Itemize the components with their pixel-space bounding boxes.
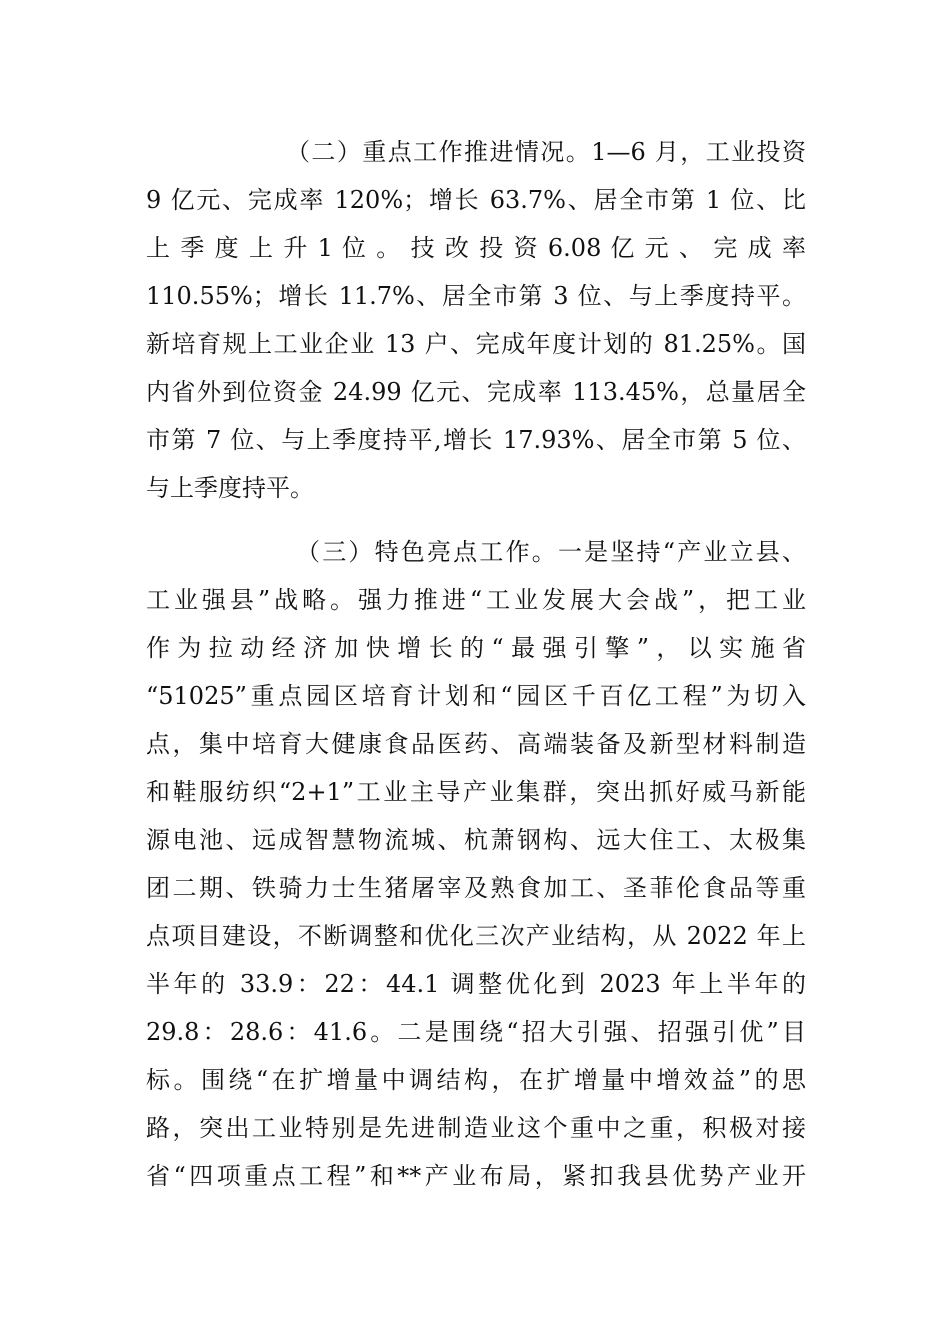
text-line: 上 季 度 上 升 1 位 。 技 改 投 资 6.08 亿 元 、 完 成 率 (146, 234, 806, 262)
text-line: 团二期、铁骑力士生猪屠宰及熟食加工、圣菲伦食品等重 (146, 874, 806, 902)
text-line: 点项目建设，不断调整和优化三次产业结构，从 2022 年上 (146, 922, 806, 950)
text-line: 新培育规上工业企业 13 户、完成年度计划的 81.25%。国 (146, 330, 806, 358)
text-line: 9 亿元、完成率 120%；增长 63.7%、居全市第 1 位、比 (146, 186, 806, 214)
text-line: 市第 7 位、与上季度持平,增长 17.93%、居全市第 5 位、 (146, 426, 806, 454)
text-line: 110.55%；增长 11.7%、居全市第 3 位、与上季度持平。 (146, 282, 806, 310)
text-line: 29.8：28.6：41.6。二是围绕“招大引强、招强引优”目 (146, 1018, 806, 1046)
text-line: 和鞋服纺织“2+1”工业主导产业集群，突出抓好威马新能 (146, 778, 806, 806)
text-line: 内省外到位资金 24.99 亿元、完成率 113.45%，总量居全 (146, 378, 806, 406)
text-line: 标。围绕“在扩增量中调结构，在扩增量中增效益”的思 (146, 1066, 806, 1094)
text-line: 半年的 33.9：22：44.1 调整优化到 2023 年上半年的 (146, 970, 806, 998)
text-line: 点，集中培育大健康食品医药、高端装备及新型材料制造 (146, 730, 806, 758)
paragraph-key-work-progress (146, 128, 806, 512)
text-line: （二）重点工作推进情况。1—6 月，工业投资 (286, 138, 806, 166)
text-line: “51025”重点园区培育计划和“园区千百亿工程”为切入 (146, 682, 806, 710)
text-line: 作为拉动经济加快增长的“最强引擎”，以实施省 (146, 634, 806, 662)
text-line: 省“四项重点工程”和**产业布局，紧扣我县优势产业开 (146, 1162, 806, 1190)
text-line: 路，突出工业特别是先进制造业这个重中之重，积极对接 (146, 1114, 806, 1142)
text-line: 源电池、远成智慧物流城、杭萧钢构、远大住工、太极集 (146, 826, 806, 854)
text-line: 工业强县”战略。强力推进“工业发展大会战”，把工业 (146, 586, 806, 614)
text-line: （三）特色亮点工作。一是坚持“产业立县、 (296, 538, 806, 566)
text-line-last: 与上季度持平。 (146, 474, 314, 502)
paragraph-highlight-work (146, 528, 806, 1200)
